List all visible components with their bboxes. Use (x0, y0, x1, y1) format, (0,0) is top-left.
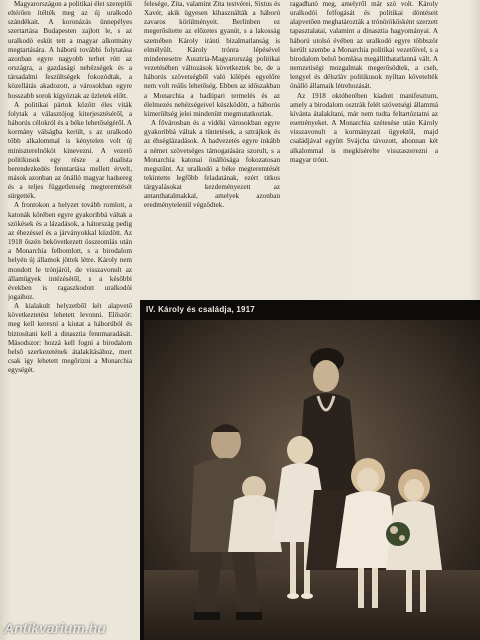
paragraph: Az 1918 októberében kiadott manifesztum, amely a birodalom osztrák felét szövetségi állammá kívánta átalakítani, már nem tudta feltartóztatni az eseményeket. A Monarchia szétesése után Károly visszavonult a kormányzati ügyektől, majd családjával együtt Svájcba távozott, ahonnan két alkalommal is megkísérelte visszaszerezni a magyar trónt. (290, 91, 438, 164)
text-column-right (290, 0, 438, 302)
text-column-left (144, 0, 280, 302)
paragraph: ragadható meg, amelyről már szó volt. Károly uralkodói felfogását és politikai döntéseit alapvetően meghatározták a trónörökösként szerzett tapasztalatai, valamint a dinasztia hagyományai. A háború utolsó évében az uralkodó egyre többször került szembe a Monarchia politikai vezetőivel, s a birodalom belső bomlása megállíthatatlanná vált. A nemzetiségi mozgalmak megerősödtek, a cseh, lengyel és délszláv politikusok nyíltan követelték önálló államaik létrehozását. (290, 0, 438, 91)
paragraph: A fővárosban és a vidéki városokban egyre gyakoribbá váltak a tüntetések, a sztrájkok és az éhséglázadások. A hadvezetés egyre inkább a német szövetséges támogatására szorult, s a Monarchia katonai önállósága fokozatosan megszűnt. Az uralkodó a béke megteremtését tekintette legfőbb feladatának, ezért titkos tárgyalásokat kezdeményezett az antanthatalmakkal, amelyek azonban eredménytelenül végződtek. (144, 119, 280, 210)
paragraph: A frontokon a helyzet tovább romlott, a katonák körében egyre gyakoribbá váltak a szökések és a lázadások, a hátország pedig az éhezéssel és a járványokkal küzdött. Az 1918 őszén bekövetkezett összeomlás után a Monarchia felbomlott, s a birodalom helyén új államok jöttek létre. Károly nem mondott le trónjáról, de visszavonult az államügyek intézésétől, s a későbbi években is ragaszkodott uralkodói jogaihoz. (8, 201, 132, 301)
photo-caption: IV. Károly és családja, 1917 (146, 305, 255, 314)
paragraph: felesége, Zita, valamint Zita testvérei, Sixtus és Xavér, akik ügyesen kihasználták a háború zavaros körülményeit. Berlinben ez megerősítette az előzetes gyanút, s a lakosság szemében Károly iránti bizalmatlanság is elmélyült. Károly trónra lépésével mindenesetre Ausztria-Magyarország politikai vezetésében változások következtek be, de a háborús szövetségből való kilépés egyelőre nem volt reális lehetőség. Ebben az időszakban a Monarchia a hadiipari termelés és az élelmezés nehézségeivel küszködött, a háborús kimerültség jelei mindenütt megmutatkoztak. (144, 0, 280, 118)
paragraph: A kialakult helyzetből két alapvető következtetést lehetett levonni. Először: meg kell keresni a kiutat a háborúból és biztosítani kell a dinasztia fennmaradását. Másodszor: hozzá kell fogni a birodalom belső szerkezetének átalakításához, mert csak így lehetett megőrizni a Monarchia egységét. (8, 302, 132, 375)
paragraph: Magyarországon a politikai élet szereplői eltérően ítélték meg az új uralkodó szándékait. A koronázás ünnepélyes szertartása Budapesten zajlott le, s az uralkodó esküt tett a magyar alkotmány megtartására. A háború további folytatása azonban egyre nagyobb terhet rótt az országra, a gazdasági nehézségek és a társadalmi feszültségek fokozódtak, a közellátás akadozott, a városokban egyre hosszabb sorok kígyóztak az üzletek előtt. (8, 0, 132, 100)
paragraph: A politikai pártok között éles viták folytak a választójog kiterjesztéséről, a háborús célokról és a béke lehetőségéről. A kormány válságba került, s az uralkodó több alkalommal is kénytelen volt új miniszterelnököt kinevezni. A vezető politikusok egy része a dualista berendezkedés fenntartása mellett érvelt, mások azonban az önálló magyar hadsereg és a teljes függetlenség megteremtését sürgették. (8, 100, 132, 201)
text-column-wide (8, 0, 132, 630)
watermark-text: Antikvarium.hu (4, 620, 106, 636)
family-photograph (144, 320, 480, 640)
